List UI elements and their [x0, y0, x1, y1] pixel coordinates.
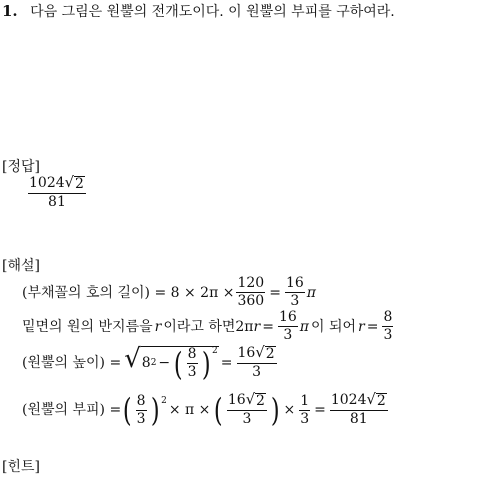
- radius-numerator: 8: [382, 310, 393, 327]
- one-third-fraction: [299, 394, 310, 428]
- arc-length-denominator: 3: [290, 293, 300, 310]
- radius-fraction: [382, 310, 393, 344]
- left-paren: (: [123, 391, 132, 430]
- answer-numerator: 1024: [29, 175, 65, 191]
- angle-ratio-denominator: 360: [237, 293, 265, 310]
- height-sqrt: √ 8 2 − ( $\frac{8}{3}$ ) 2: [124, 344, 218, 383]
- answer-sqrt: √ 2: [64, 174, 84, 192]
- equals-sign: =: [366, 318, 379, 335]
- answer-denominator: 81: [48, 194, 66, 211]
- times-sign: ×: [283, 402, 296, 419]
- height-result-coef: 16: [237, 345, 256, 361]
- height-base: 8: [141, 355, 151, 372]
- explanation-line-height: [22, 346, 279, 381]
- arc-length-numerator: 16: [285, 276, 305, 293]
- volume-result-denominator: 81: [349, 411, 368, 428]
- one-third-denominator: 3: [300, 410, 310, 427]
- volume-result-radicand: 2: [376, 393, 386, 409]
- height-inner-fraction: [187, 347, 198, 381]
- hint-label: [힌트]: [2, 459, 40, 475]
- explanation-line-arc-length: [22, 276, 316, 310]
- volume-result-fraction: 1024 √ 2 81: [330, 391, 386, 428]
- height-inner-denominator: 3: [187, 364, 197, 381]
- question-number: 1.: [2, 2, 18, 20]
- question-line: [2, 4, 395, 19]
- equals-sign: =: [220, 355, 233, 372]
- explanation-line-radius: [22, 310, 395, 344]
- radius-variable-2: r: [253, 318, 261, 335]
- radius-mid-text: 이라고 하면2π: [163, 318, 254, 335]
- arc-length-fraction: [285, 276, 305, 310]
- question-text: 다음 그림은 원뿔의 전개도이다. 이 원뿔의 부피를 구하여라.: [30, 4, 395, 20]
- equals-sign: =: [314, 402, 326, 419]
- circumference-denominator: 3: [283, 327, 293, 344]
- answer-fraction: [28, 176, 86, 211]
- radius-variable: r: [154, 318, 162, 335]
- right-paren: ): [270, 391, 280, 430]
- radius-prefix: 밑면의 원의 반지름을: [22, 318, 153, 335]
- volume-lhs: (원뿔의 부피) =: [22, 402, 122, 419]
- volume-radius-numerator: 8: [136, 394, 147, 411]
- minus-sign: −: [158, 355, 171, 372]
- arc-length-lhs: (부채꼴의 호의 길이) = 8 × 2π ×: [22, 284, 235, 301]
- right-paren: ): [150, 391, 160, 430]
- right-paren: ): [201, 344, 211, 383]
- equals-sign: =: [262, 318, 274, 335]
- circumference-numerator: 16: [278, 310, 298, 327]
- pi-symbol: π: [306, 284, 316, 301]
- volume-height-coef: 16: [227, 392, 246, 408]
- volume-height-fraction: 16 √ 2 3: [227, 391, 265, 428]
- volume-height-radicand: 2: [256, 393, 265, 409]
- one-third-numerator: 1: [299, 394, 310, 411]
- volume-height-denominator: 3: [242, 411, 252, 428]
- answer-value: [26, 176, 88, 211]
- radius-variable-3: r: [358, 318, 365, 335]
- height-lhs: (원뿔의 높이) =: [22, 355, 122, 372]
- radius-denominator: 3: [383, 327, 393, 344]
- answer-label: [정답]: [2, 159, 40, 175]
- equals-sign: =: [269, 284, 281, 301]
- circumference-fraction: [278, 310, 298, 344]
- volume-result-coef: 1024: [330, 392, 367, 408]
- answer-radicand: 2: [75, 176, 84, 192]
- angle-ratio-fraction: [236, 276, 265, 310]
- left-paren: (: [174, 344, 183, 383]
- pi-symbol: π: [299, 318, 309, 335]
- height-result-fraction: 16 √ 2 3: [237, 344, 275, 381]
- times-pi: × π ×: [168, 402, 211, 419]
- radius-suffix: 이 되어: [310, 318, 357, 335]
- angle-ratio-numerator: 120: [236, 276, 265, 293]
- height-result-denominator: 3: [252, 364, 262, 381]
- height-result-radicand: 2: [265, 346, 275, 362]
- volume-radius-denominator: 3: [136, 410, 146, 427]
- explanation-line-volume: (원뿔의 부피) = ( $\frac{8}{3}$ ) 2 × π × ( 16 √ 2 3 ) × $\frac{1}{3}$ = 1024 √ 2 81: [22, 391, 386, 430]
- volume-radius-fraction: [136, 394, 147, 428]
- height-inner-numerator: 8: [187, 347, 198, 364]
- explanation-label: [해설]: [2, 258, 40, 274]
- left-paren: (: [214, 391, 223, 430]
